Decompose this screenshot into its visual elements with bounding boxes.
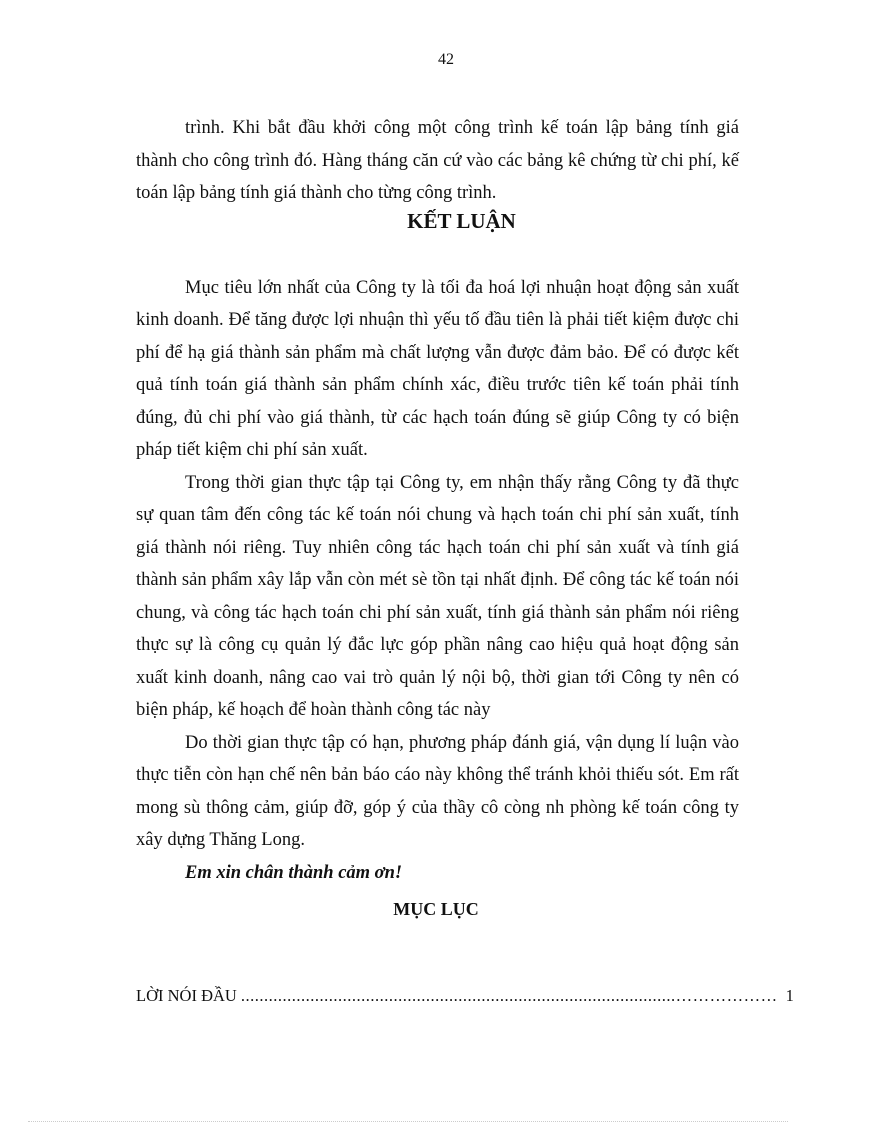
toc-heading: MỤC LỤC bbox=[393, 898, 479, 919]
document-body bbox=[136, 112, 739, 923]
toc-entry-leader: ..............................................................................................……………… bbox=[240, 986, 778, 1005]
conclusion-paragraph-3: Do thời gian thực tập có hạn, phương pháp đánh giá, vận dụng lí luận vào thực tiễn còn hạn chế nên bản báo cáo này không thể tránh khỏi thiếu sót. Em rất mong sù thông cảm, giúp đỡ, góp ý của thầy cô còng nh phòng kế toán công ty xây dựng Thăng Long. bbox=[136, 732, 739, 850]
conclusion-paragraph-2: Trong thời gian thực tập tại Công ty, em nhận thấy rằng Công ty đã thực sự quan tâm đến công tác kế toán nói chung và hạch toán chi phí sản xuất, tính giá thành nói riêng. Tuy nhiên công tác hạch toán chi phí sản xuất và tính giá thành sản phẩm xây lắp vẫn còn mét sè tồn tại nhất định. Để công tác kế toán nói chung, và công tác hạch toán chi phí sản xuất, tính giá thành sản phẩm nói riêng thực sự là công cụ quản lý đắc lực góp phần nâng cao hiệu quả hoạt động sản xuất kinh doanh, nâng cao vai trò quản lý nội bộ, thời gian tới Công ty nên có biện pháp, kế hoạch để hoàn thành công tác này bbox=[136, 472, 739, 720]
toc-entry-page-number: 1 bbox=[785, 986, 794, 1005]
toc-entry-label: LỜI NÓI ĐẦU bbox=[136, 986, 237, 1005]
page-number: 42 bbox=[438, 51, 454, 68]
conclusion-paragraph-1: Mục tiêu lớn nhất của Công ty là tối đa hoá lợi nhuận hoạt động sản xuất kinh doanh. Để tăng được lợi nhuận thì yếu tố đầu tiên là phải tiết kiệm được chi phí để hạ giá thành sản phẩm mà chất lượng vẫn được đảm bảo. Để có được kết quả tính toán giá thành sản phẩm chính xác, điều trước tiên kế toán phải tính đúng, đủ chi phí vào giá thành, từ các hạch toán đúng sẽ giúp Công ty có biện pháp tiết kiệm chi phí sản xuất. bbox=[136, 277, 739, 460]
toc-entry[interactable] bbox=[136, 984, 794, 1008]
page-bottom-divider bbox=[28, 1121, 788, 1122]
thanks-line: Em xin chân thành cảm ơn! bbox=[185, 862, 403, 883]
intro-paragraph: trình. Khi bắt đầu khởi công một công trình kế toán lập bảng tính giá thành cho công trình đó. Hàng tháng căn cứ vào các bảng kê chứng từ chi phí, kế toán lập bảng tính giá thành cho từng công trình. bbox=[136, 118, 739, 203]
conclusion-heading: KẾT LUẬN bbox=[407, 208, 516, 233]
